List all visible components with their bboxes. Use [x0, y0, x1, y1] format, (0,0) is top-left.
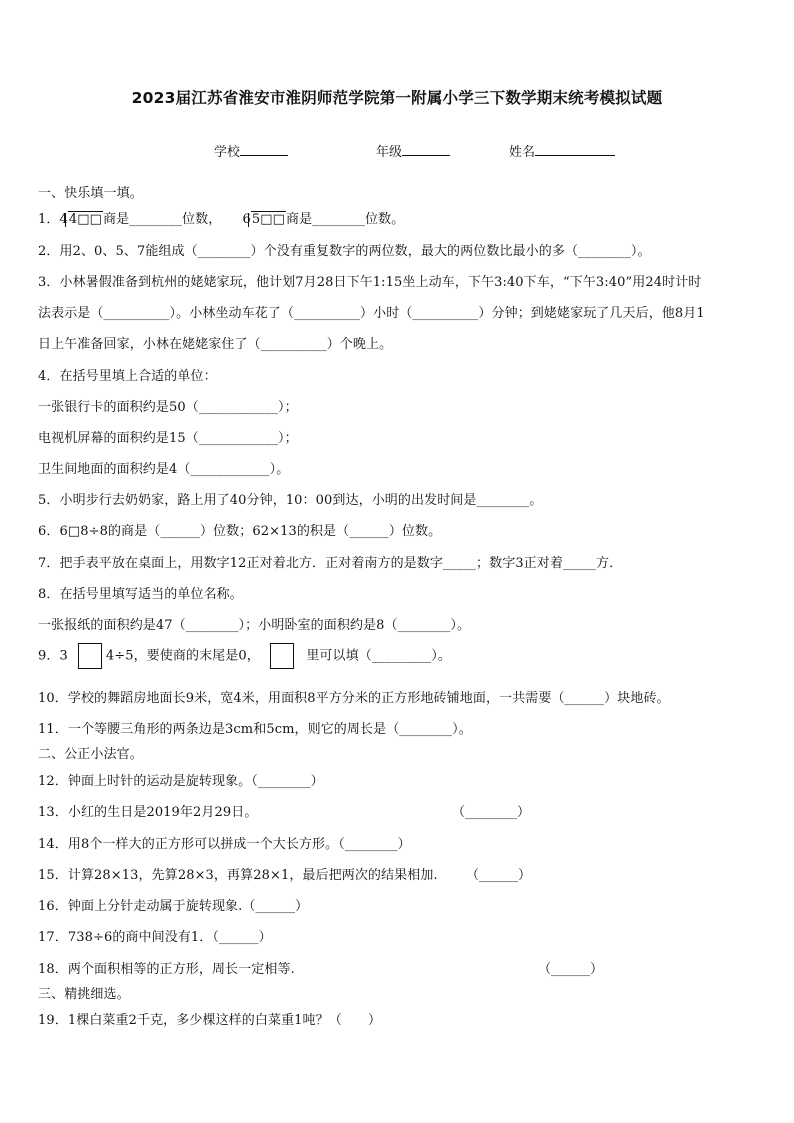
section-2-heading: 二、公正小法官。	[38, 747, 143, 762]
grade-label: 年级	[376, 145, 403, 160]
page-title: 2023届江苏省淮安市淮阴师范学院第一附属小学三下数学期末统考模拟试题	[131, 89, 663, 107]
question-8: 8．在括号里填写适当的单位名称。	[38, 587, 243, 602]
question-3-line-3: 日上午准备回家，小林在姥姥家住了（__________）个晚上。	[38, 337, 393, 352]
q1-dividend-2: 5□□	[251, 212, 285, 227]
question-15: 15．计算28×13，先算28×3，再算28×1，最后把两次的结果相加.	[38, 868, 438, 883]
section-3-heading: 三、精挑细选。	[38, 987, 130, 1002]
q1-divisor-2: 6	[242, 212, 251, 227]
school-blank[interactable]	[240, 143, 288, 156]
question-9	[38, 643, 451, 669]
q13-answer-blank[interactable]: （________）	[452, 805, 531, 820]
q1-number: 1．	[38, 212, 60, 227]
question-4: 4．在括号里填上合适的单位：	[38, 369, 217, 384]
question-4b: 电视机屏幕的面积约是15（____________）；	[38, 431, 298, 446]
school-field[interactable]	[214, 141, 288, 160]
q15-answer-blank[interactable]: （______）	[466, 868, 532, 883]
q9-end: 里可以填（_________）。	[306, 648, 451, 664]
question-6: 6．6□8÷8的商是（______）位数；62×13的积是（______）位数。	[38, 524, 442, 539]
question-12: 12．钟面上时针的运动是旋转现象。（________）	[38, 774, 324, 789]
name-field[interactable]	[509, 141, 615, 160]
question-4c: 卫生间地面的面积约是4（____________）。	[38, 462, 290, 477]
question-17: 17．738÷6的商中间没有1．（______）	[38, 930, 272, 945]
question-2: 2．用2、0、5、7能组成（________）个没有重复数字的两位数，最大的两位数比最小的多（________）。	[38, 244, 651, 259]
q18-answer-blank[interactable]: （______）	[538, 962, 604, 977]
question-3-line-2: 法表示是（__________）。小林坐动车花了（__________）小时（__________）分钟；到姥姥家玩了几天后，他8月1	[38, 306, 705, 321]
long-division-2	[251, 212, 286, 227]
q9-middle: 4÷5，要使商的末尾是0，	[105, 648, 260, 664]
question-1	[38, 208, 404, 227]
question-7: 7．把手表平放在桌面上，用数字12正对着北方．正对着南方的是数字_____；数字3正对着_____方．	[38, 556, 623, 571]
name-blank[interactable]	[535, 143, 615, 156]
question-18: 18．两个面积相等的正方形，周长一定相等.	[38, 962, 295, 977]
question-11: 11．一个等腰三角形的两条边是3cm和5cm，则它的周长是（________）。	[38, 722, 472, 737]
school-label: 学校	[214, 145, 241, 160]
grade-blank[interactable]	[402, 143, 450, 156]
q9-start: 9．3	[38, 648, 68, 664]
question-10: 10．学校的舞蹈房地面长9米，宽4米，用面积8平方分米的正方形地砖铺地面，一共需要（______）块地砖。	[38, 691, 670, 706]
question-19: 19．1棵白菜重2千克，多少棵这样的白菜重1吨？（ ）	[38, 1013, 382, 1028]
section-1-heading: 一、快乐填一填。	[38, 186, 143, 201]
q9-answer-box-1[interactable]	[78, 643, 102, 669]
q1-middle: 商是________位数，	[103, 212, 222, 227]
q1-end: 商是________位数。	[286, 212, 405, 227]
question-5: 5．小明步行去奶奶家，路上用了40分钟，10：00到达，小明的出发时间是________。	[38, 493, 543, 508]
long-division-1	[68, 212, 103, 227]
question-14: 14．用8个一样大的正方形可以拼成一个大长方形。（________）	[38, 837, 411, 852]
q1-divisor-1: 4	[59, 212, 68, 227]
q1-dividend-1: 4□□	[68, 212, 102, 227]
q9-answer-box-2[interactable]	[270, 643, 294, 669]
question-4a: 一张银行卡的面积约是50（____________）；	[38, 400, 298, 415]
question-3-line-1: 3．小林暑假准备到杭州的姥姥家玩，他计划7月28日下午1:15坐上动车，下午3:40下车，“下午3:40”用24时计时	[38, 275, 702, 290]
name-label: 姓名	[509, 145, 536, 160]
question-16: 16．钟面上分针走动属于旋转现象.（______）	[38, 899, 309, 914]
question-13: 13．小红的生日是2019年2月29日。	[38, 805, 258, 820]
question-8a: 一张报纸的面积约是47（________）；小明卧室的面积约是8（________）。	[38, 618, 471, 633]
grade-field[interactable]	[376, 141, 450, 160]
